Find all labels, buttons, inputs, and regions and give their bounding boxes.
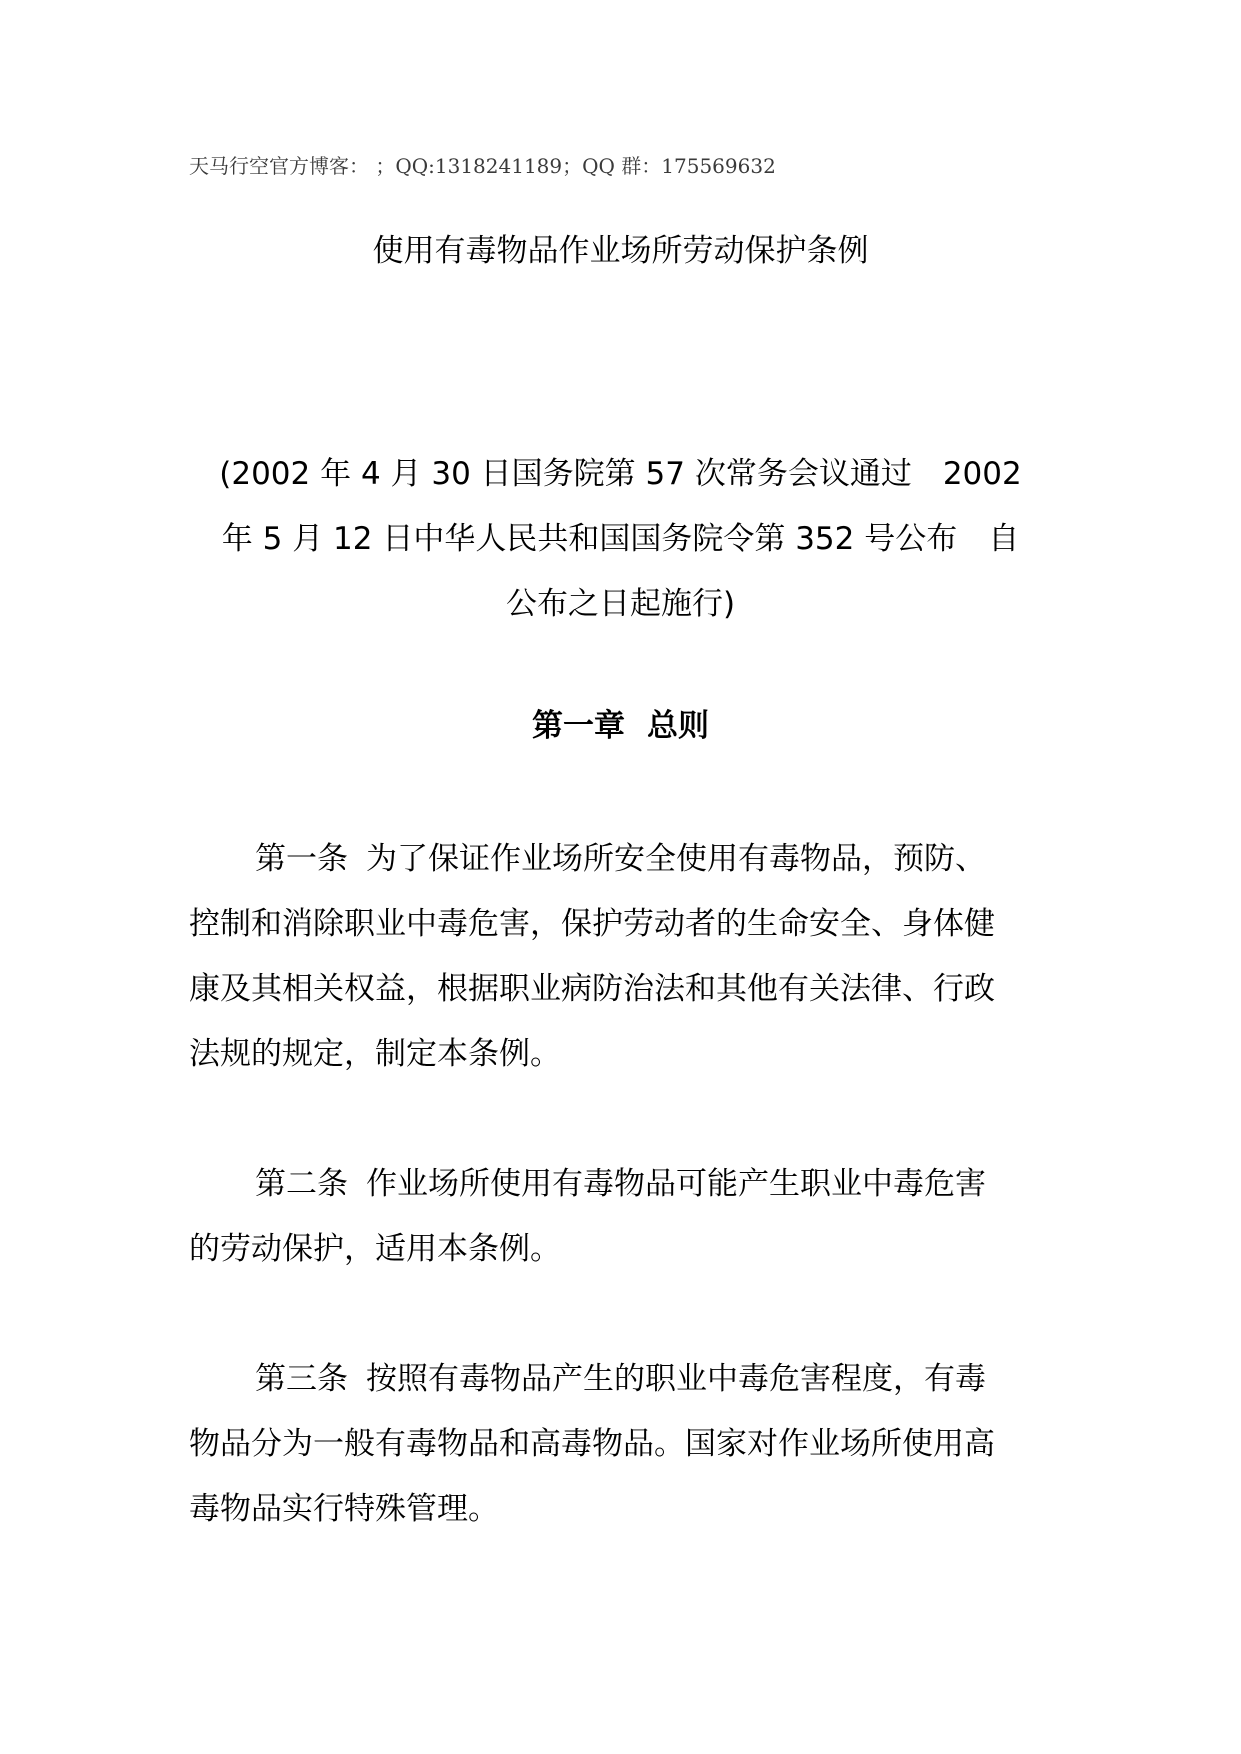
chapter-number: 第一章 — [532, 708, 625, 744]
promulgation-note-line-1: (2002 年 4 月 30 日国务院第 57 次常务会议通过 2002 — [219, 456, 1022, 492]
article-1-line-3: 康及其相关权益，根据职业病防治法和其他有关法律、行政 — [189, 971, 995, 1007]
document-title: 使用有毒物品作业场所劳动保护条例 — [372, 233, 869, 269]
article-2-text-1: 作业场所使用有毒物品可能产生职业中毒危害 — [366, 1166, 986, 1202]
article-3-line-2: 物品分为一般有毒物品和高毒物品。国家对作业场所使用高 — [189, 1426, 995, 1462]
article-3-line-1 — [255, 1353, 986, 1398]
article-3-line-3: 毒物品实行特殊管理。 — [189, 1491, 499, 1527]
chapter-name: 总则 — [647, 708, 709, 744]
article-3-text-1: 按照有毒物品产生的职业中毒危害程度，有毒 — [366, 1361, 986, 1397]
article-1-line-2: 控制和消除职业中毒危害，保护劳动者的生命安全、身体健 — [189, 906, 995, 942]
article-2-line-1 — [255, 1158, 986, 1203]
page-header: 天马行空官方博客： ；QQ:1318241189；QQ 群：175569632 — [189, 154, 776, 178]
promulgation-note-line-3: 公布之日起施行) — [505, 586, 736, 622]
article-2-line-2: 的劳动保护，适用本条例。 — [189, 1231, 561, 1267]
chapter-heading — [0, 700, 1241, 745]
article-1-label: 第一条 — [255, 841, 348, 877]
article-2-label: 第二条 — [255, 1166, 348, 1202]
article-1-line-4: 法规的规定，制定本条例。 — [189, 1036, 561, 1072]
article-1-text-1: 为了保证作业场所安全使用有毒物品，预防、 — [366, 841, 986, 877]
article-1-line-1 — [255, 833, 986, 878]
promulgation-note-line-2: 年 5 月 12 日中华人民共和国国务院令第 352 号公布 自 — [221, 521, 1020, 557]
article-3-label: 第三条 — [255, 1361, 348, 1397]
